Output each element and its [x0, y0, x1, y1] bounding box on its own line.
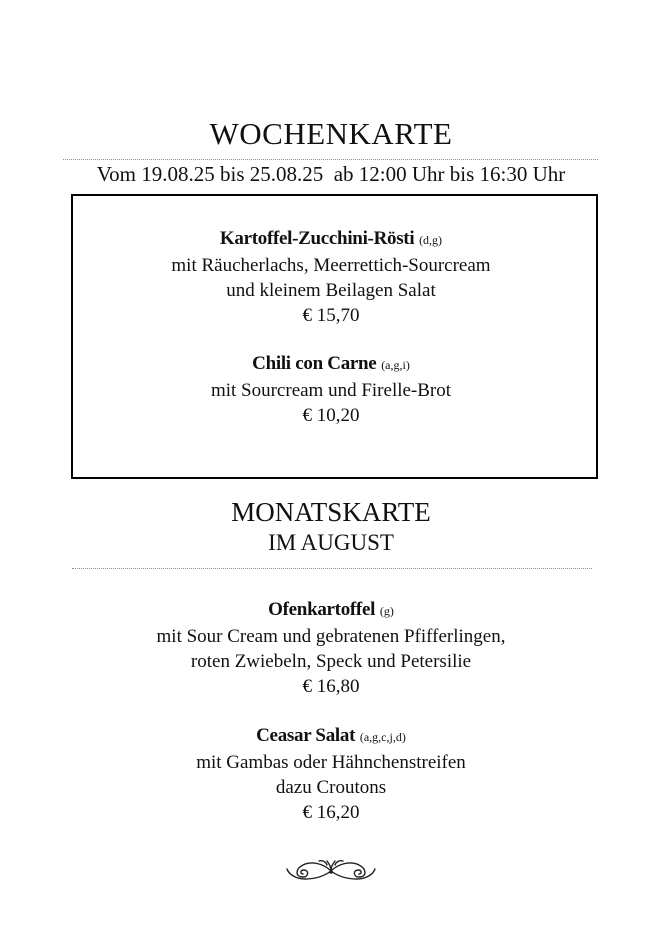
dotted-divider [72, 568, 592, 569]
allergen-codes: (d,g) [419, 233, 443, 247]
dish-price: € 15,70 [302, 305, 360, 326]
dish-name: Chili con Carne [252, 353, 377, 374]
allergen-codes: (g) [379, 604, 394, 618]
monthly-dish-2 [0, 723, 662, 825]
flourish-ornament-icon [283, 855, 379, 885]
dotted-divider [63, 159, 598, 160]
allergen-codes: (a,g,i) [381, 358, 410, 372]
monthly-menu-title: MONATSKARTE [231, 497, 431, 527]
monthly-menu-subtitle: IM AUGUST [268, 530, 394, 555]
dish-description: mit Gambas oder Hähnchenstreifen [196, 752, 466, 773]
date-range: Vom 19.08.25 bis 25.08.25 ab 12:00 Uhr bis 16:30 Uhr [96, 162, 566, 186]
dish-price: € 10,20 [302, 405, 360, 426]
dish-description: roten Zwiebeln, Speck und Petersilie [190, 651, 472, 672]
dish-description: mit Sourcream und Firelle-Brot [210, 380, 452, 401]
dish-price: € 16,20 [302, 802, 360, 823]
weekly-dish-2 [0, 351, 662, 428]
dish-description: und kleinem Beilagen Salat [226, 280, 436, 301]
weekly-dish-1 [0, 226, 662, 328]
monthly-dish-1 [0, 597, 662, 699]
dish-name: Ofenkartoffel [268, 599, 376, 620]
dish-name: Kartoffel-Zucchini-Rösti [219, 228, 415, 249]
dish-name: Ceasar Salat [256, 725, 356, 746]
dish-description: mit Sour Cream und gebratenen Pfifferlingen, [156, 626, 506, 647]
allergen-codes: (a,g,c,j,d) [359, 730, 406, 744]
weekly-menu-title: WOCHENKARTE [209, 116, 453, 151]
dish-description: dazu Croutons [275, 777, 387, 798]
dish-description: mit Räucherlachs, Meerrettich-Sourcream [171, 255, 491, 276]
dish-price: € 16,80 [302, 676, 360, 697]
